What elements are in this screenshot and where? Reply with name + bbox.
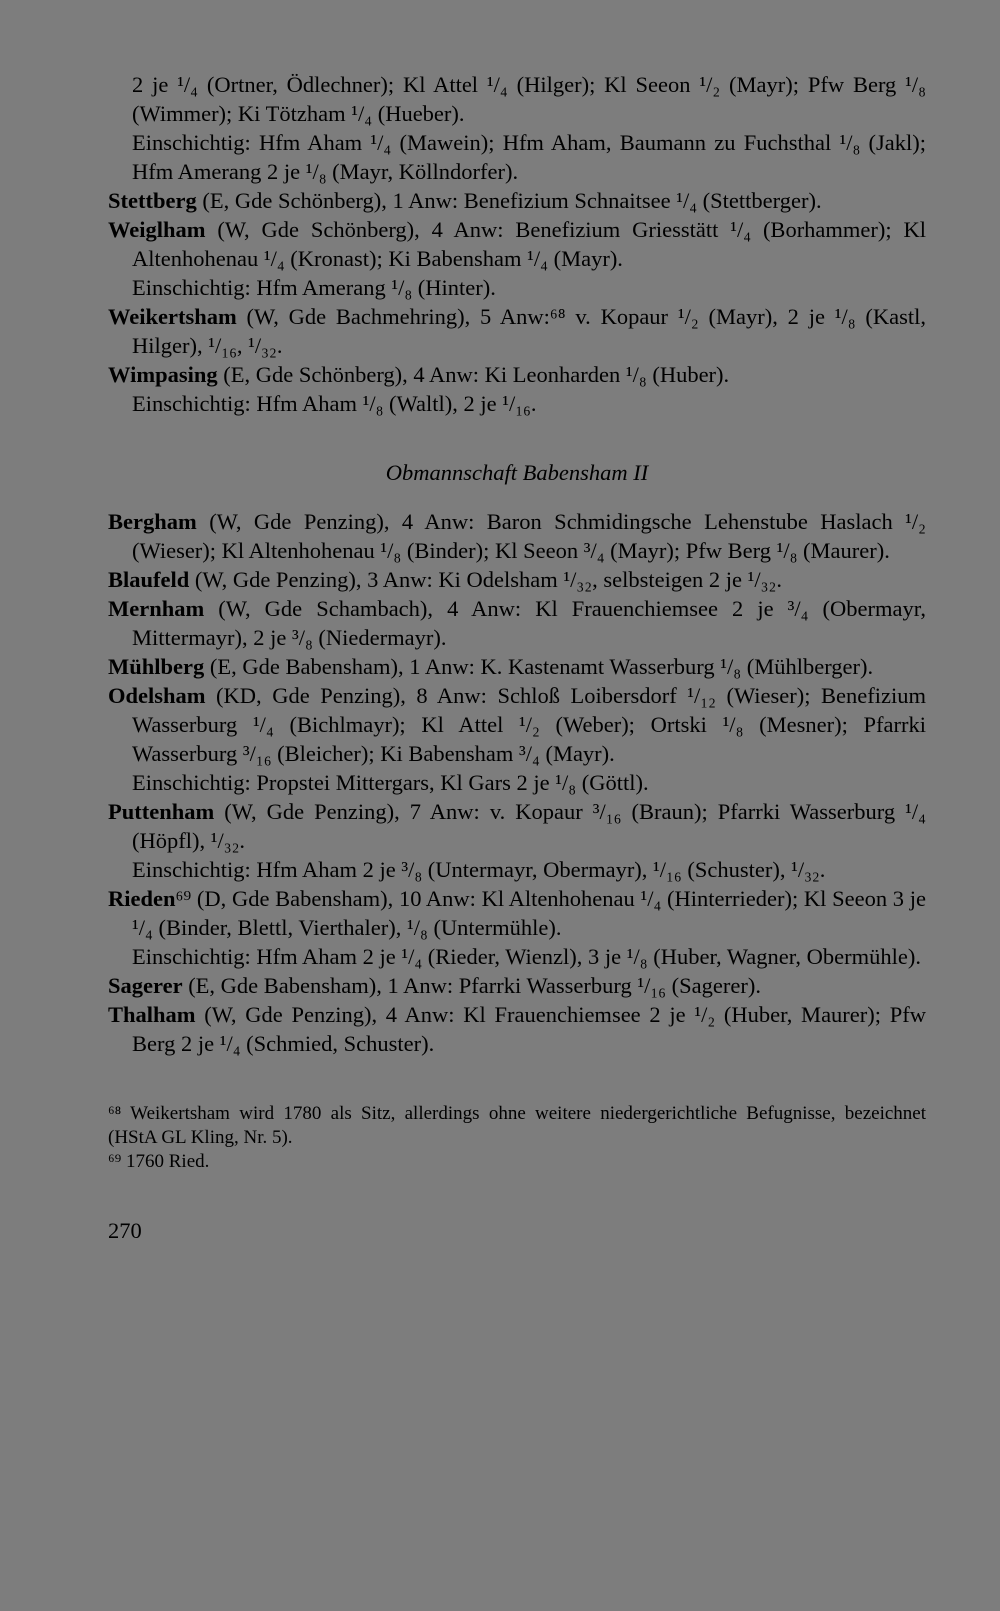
entry-text: (W, Gde Penzing), 7 Anw: v. Kopaur ³/₁₆ (Braun); Pfarrki Wasserburg ¹/₄ (Höpfl), ¹/₃₂. bbox=[132, 799, 926, 853]
top-entries bbox=[108, 70, 926, 418]
place-name: Bergham bbox=[108, 509, 197, 534]
entry-text: ⁶⁹ (D, Gde Babensham), 10 Anw: Kl Altenhohenau ¹/₄ (Hinterrieder); Kl Seeon 3 je ¹/₄ (Binder, Blettl, Vierthaler), ¹/₈ (Untermühle). bbox=[132, 886, 926, 940]
place-name: Weiglham bbox=[108, 217, 206, 242]
entry-einschichtig: Einschichtig: Hfm Aham 2 je ¹/₄ (Rieder, Wienzl), 3 je ¹/₈ (Huber, Wagner, Obermühle). bbox=[132, 944, 921, 969]
entry-thalham bbox=[108, 1000, 926, 1058]
entry-weiglham bbox=[108, 215, 926, 302]
entry-text: (E, Gde Schönberg), 1 Anw: Benefizium Schnaitsee ¹/₄ (Stettberger). bbox=[196, 188, 822, 213]
entry-text: (W, Gde Penzing), 3 Anw: Ki Odelsham ¹/₃₂, selbsteigen 2 je ¹/₃₂. bbox=[189, 567, 782, 592]
footnotes bbox=[108, 1102, 926, 1174]
entry-text: (W, Gde Penzing), 4 Anw: Kl Frauenchiemsee 2 je ¹/₂ (Huber, Maurer); Pfw Berg 2 je ¹/₄ (Schmied, Schuster). bbox=[132, 1002, 926, 1056]
entry-rieden bbox=[108, 884, 926, 971]
entry-blaufeld bbox=[108, 565, 926, 594]
entry-stettberg bbox=[108, 186, 926, 215]
entry-text: (W, Gde Bachmehring), 5 Anw:⁶⁸ v. Kopaur ¹/₂ (Mayr), 2 je ¹/₈ (Kastl, Hilger), ¹/₁₆, ¹/₃₂. bbox=[132, 304, 926, 358]
entry-bergham bbox=[108, 507, 926, 565]
entry-text: (E, Gde Babensham), 1 Anw: K. Kastenamt Wasserburg ¹/₈ (Mühlberger). bbox=[204, 654, 874, 679]
place-name: Sagerer bbox=[108, 973, 183, 998]
entry-text: (KD, Gde Penzing), 8 Anw: Schloß Loibersdorf ¹/₁₂ (Wieser); Benefizium Wasserburg ¹/₄ (Bichlmayr); Kl Attel ¹/₂ (Weber); Ortski ¹/₈ (Mesner); Pfarrki Wasserburg ³/₁₆ (Bleicher); Ki Babensham ³/₄ (Mayr). bbox=[132, 683, 926, 766]
place-name: Thalham bbox=[108, 1002, 196, 1027]
section-heading: Obmannschaft Babensham II bbox=[385, 460, 649, 485]
place-name: Blaufeld bbox=[108, 567, 190, 592]
entry-continuation bbox=[108, 70, 926, 186]
place-name: Mühlberg bbox=[108, 654, 205, 679]
entry-text: (W, Gde Schönberg), 4 Anw: Benefizium Griesstätt ¹/₄ (Borhammer); Kl Altenhohenau ¹/₄ (Kronast); Ki Babensham ¹/₄ (Mayr). bbox=[132, 217, 926, 271]
place-name: Puttenham bbox=[108, 799, 215, 824]
footnote-69: ⁶⁹ 1760 Ried. bbox=[108, 1151, 210, 1172]
entry-odelsham bbox=[108, 681, 926, 797]
entry-einschichtig: Einschichtig: Hfm Amerang ¹/₈ (Hinter). bbox=[132, 275, 496, 300]
entry-einschichtig: Einschichtig: Hfm Aham ¹/₈ (Waltl), 2 je ¹/₁₆. bbox=[132, 391, 537, 416]
place-name: Wimpasing bbox=[108, 362, 218, 387]
entry-sagerer bbox=[108, 971, 926, 1000]
place-name: Rieden bbox=[108, 886, 176, 911]
entry-text: 2 je ¹/₄ (Ortner, Ödlechner); Kl Attel ¹/₄ (Hilger); Kl Seeon ¹/₂ (Mayr); Pfw Berg ¹/₈ (Wimmer); Ki Tötzham ¹/₄ (Hueber). bbox=[132, 72, 926, 126]
entry-puttenham bbox=[108, 797, 926, 884]
place-name: Weikertsham bbox=[108, 304, 237, 329]
entry-einschichtig: Einschichtig: Hfm Aham ¹/₄ (Mawein); Hfm Aham, Baumann zu Fuchsthal ¹/₈ (Jakl); Hfm Amerang 2 je ¹/₈ (Mayr, Köllndorfer). bbox=[132, 130, 926, 184]
entry-text: (E, Gde Schönberg), 4 Anw: Ki Leonharden ¹/₈ (Huber). bbox=[217, 362, 730, 387]
entry-text: (W, Gde Schambach), 4 Anw: Kl Frauenchiemsee 2 je ³/₄ (Obermayr, Mittermayr), 2 je ³/₈ (Niedermayr). bbox=[132, 596, 926, 650]
place-name: Mernham bbox=[108, 596, 205, 621]
entry-text: (E, Gde Babensham), 1 Anw: Pfarrki Wasserburg ¹/₁₆ (Sagerer). bbox=[182, 973, 761, 998]
place-name: Odelsham bbox=[108, 683, 206, 708]
entry-weikertsham bbox=[108, 302, 926, 360]
footnote-68: ⁶⁸ Weikertsham wird 1780 als Sitz, allerdings ohne weitere niedergerichtliche Befugnisse, bezeichnet (HStA GL Kling, Nr. 5). bbox=[108, 1103, 926, 1148]
entry-wimpasing bbox=[108, 360, 926, 418]
entry-einschichtig: Einschichtig: Hfm Aham 2 je ³/₈ (Untermayr, Obermayr), ¹/₁₆ (Schuster), ¹/₃₂. bbox=[132, 857, 826, 882]
entry-mernham bbox=[108, 594, 926, 652]
entry-text: (W, Gde Penzing), 4 Anw: Baron Schmidingsche Lehenstube Haslach ¹/₂ (Wieser); Kl Altenhohenau ¹/₈ (Binder); Kl Seeon ³/₄ (Mayr); Pfw Berg ¹/₈ (Maurer). bbox=[132, 509, 926, 563]
entry-muehlberg bbox=[108, 652, 926, 681]
place-name: Stettberg bbox=[108, 188, 197, 213]
entry-einschichtig: Einschichtig: Propstei Mittergars, Kl Gars 2 je ¹/₈ (Göttl). bbox=[132, 770, 649, 795]
page-number: 270 bbox=[108, 1218, 142, 1243]
section-entries bbox=[108, 507, 926, 1058]
